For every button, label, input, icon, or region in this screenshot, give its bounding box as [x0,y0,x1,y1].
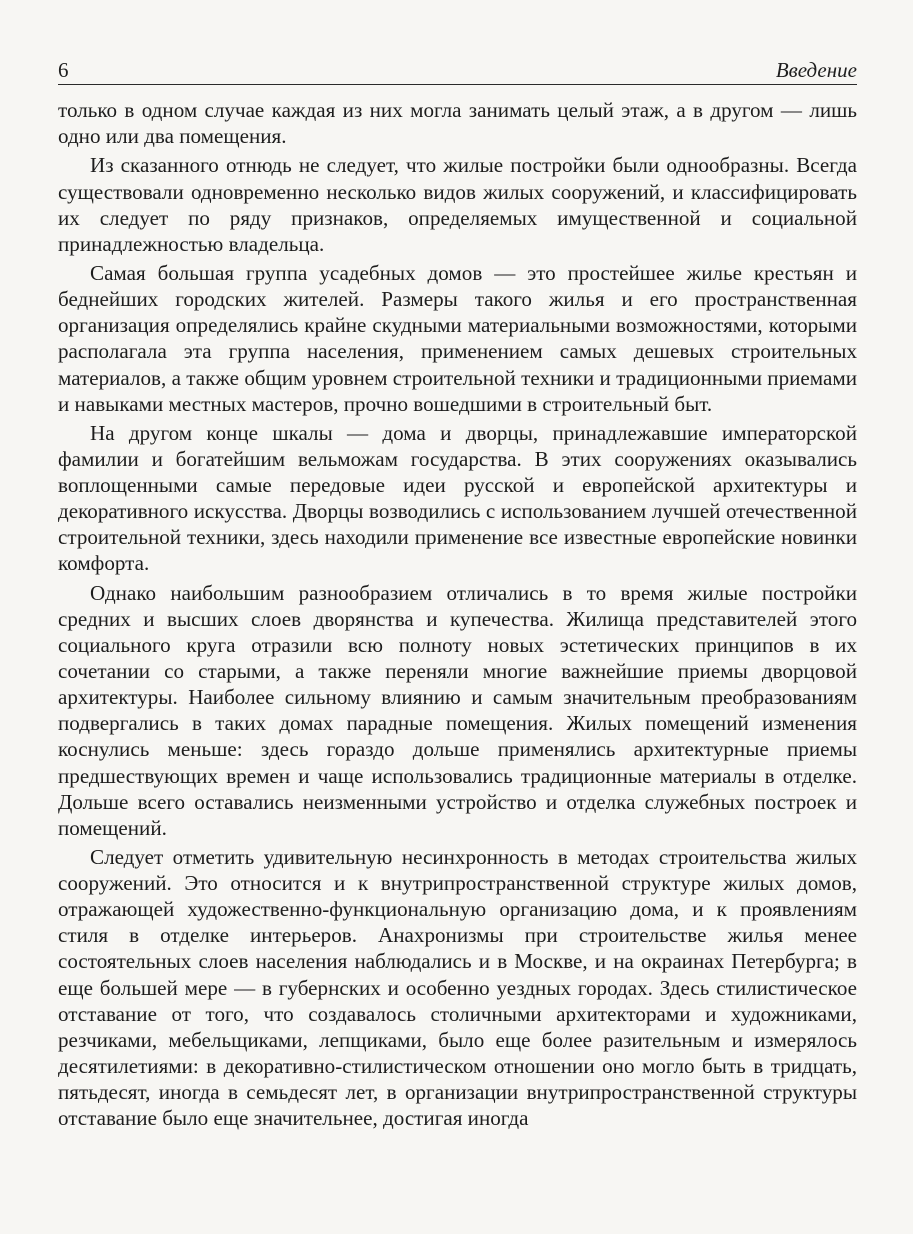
paragraph: Следует отметить удивительную несинхронность в методах строительства жилых сооружений. Это относится и к внутрипространственной структуре жилых домов, отражающей художественно-функциональную организацию дома, и к проявлениям стиля в отделке интерьеров. Анахронизмы при строительстве жилья менее состоятельных слоев населения наблюдались и в Москве, и на окраинах Петербурга; в еще большей мере — в губернских и особенно уездных городах. Здесь стилистическое отставание от того, что создавалось столичными архитекторами и художниками, резчиками, мебельщиками, лепщиками, было еще более разительным и измерялось десятилетиями: в декоративно-стилистическом отношении оно могло быть в тридцать, пятьдесят, иногда в семьдесят лет, в организации внутрипространственной структуры отставание было еще значительнее, достигая иногда [58,845,857,1131]
paragraph-continued: только в одном случае каждая из них могла занимать целый этаж, а в другом — лишь одно или два помещения. [58,98,857,149]
paragraph: Из сказанного отнюдь не следует, что жилые постройки были однообразны. Всегда существовали одновременно несколько видов жилых сооружений, и классифицировать их следует по ряду признаков, определяемых имущественной и социальной принадлежностью владельца. [58,153,857,256]
paragraph: На другом конце шкалы — дома и дворцы, принадлежавшие императорской фамилии и богатейшим вельможам государства. В этих сооружениях оказывались воплощенными самые передовые идеи русской и европейской архитектуры и декоративного искусства. Дворцы возводились с использованием лучшей отечественной строительной техники, здесь находили применение все известные европейские новинки комфорта. [58,421,857,576]
paragraph: Самая большая группа усадебных домов — это простейшее жилье крестьян и беднейших городских жителей. Размеры такого жилья и его пространственная организация определялись крайне скудными материальными возможностями, которыми располагала эта группа населения, применением самых дешевых строительных материалов, а также общим уровнем строительной техники и традиционными приемами и навыками местных мастеров, прочно вошедшими в строительный быт. [58,261,857,416]
body-text [58,97,857,1134]
running-title: Введение [775,58,857,82]
page-number: 6 [58,58,69,82]
page-header [58,52,857,85]
paragraph: Однако наибольшим разнообразием отличались в то время жилые постройки средних и высших слоев дворянства и купечества. Жилища представителей этого социального круга отразили всю полноту новых эстетических принципов в их сочетании со старыми, а также переняли многие важнейшие приемы дворцовой архитектуры. Наиболее сильному влиянию и самым значительным преобразованиям подвергались в таких домах парадные помещения. Жилых помещений изменения коснулись меньше: здесь гораздо дольше применялись архитектурные приемы предшествующих времен и чаще использовались традиционные материалы в отделке. Дольше всего оставались неизменными устройство и отделка служебных построек и помещений. [58,580,857,840]
